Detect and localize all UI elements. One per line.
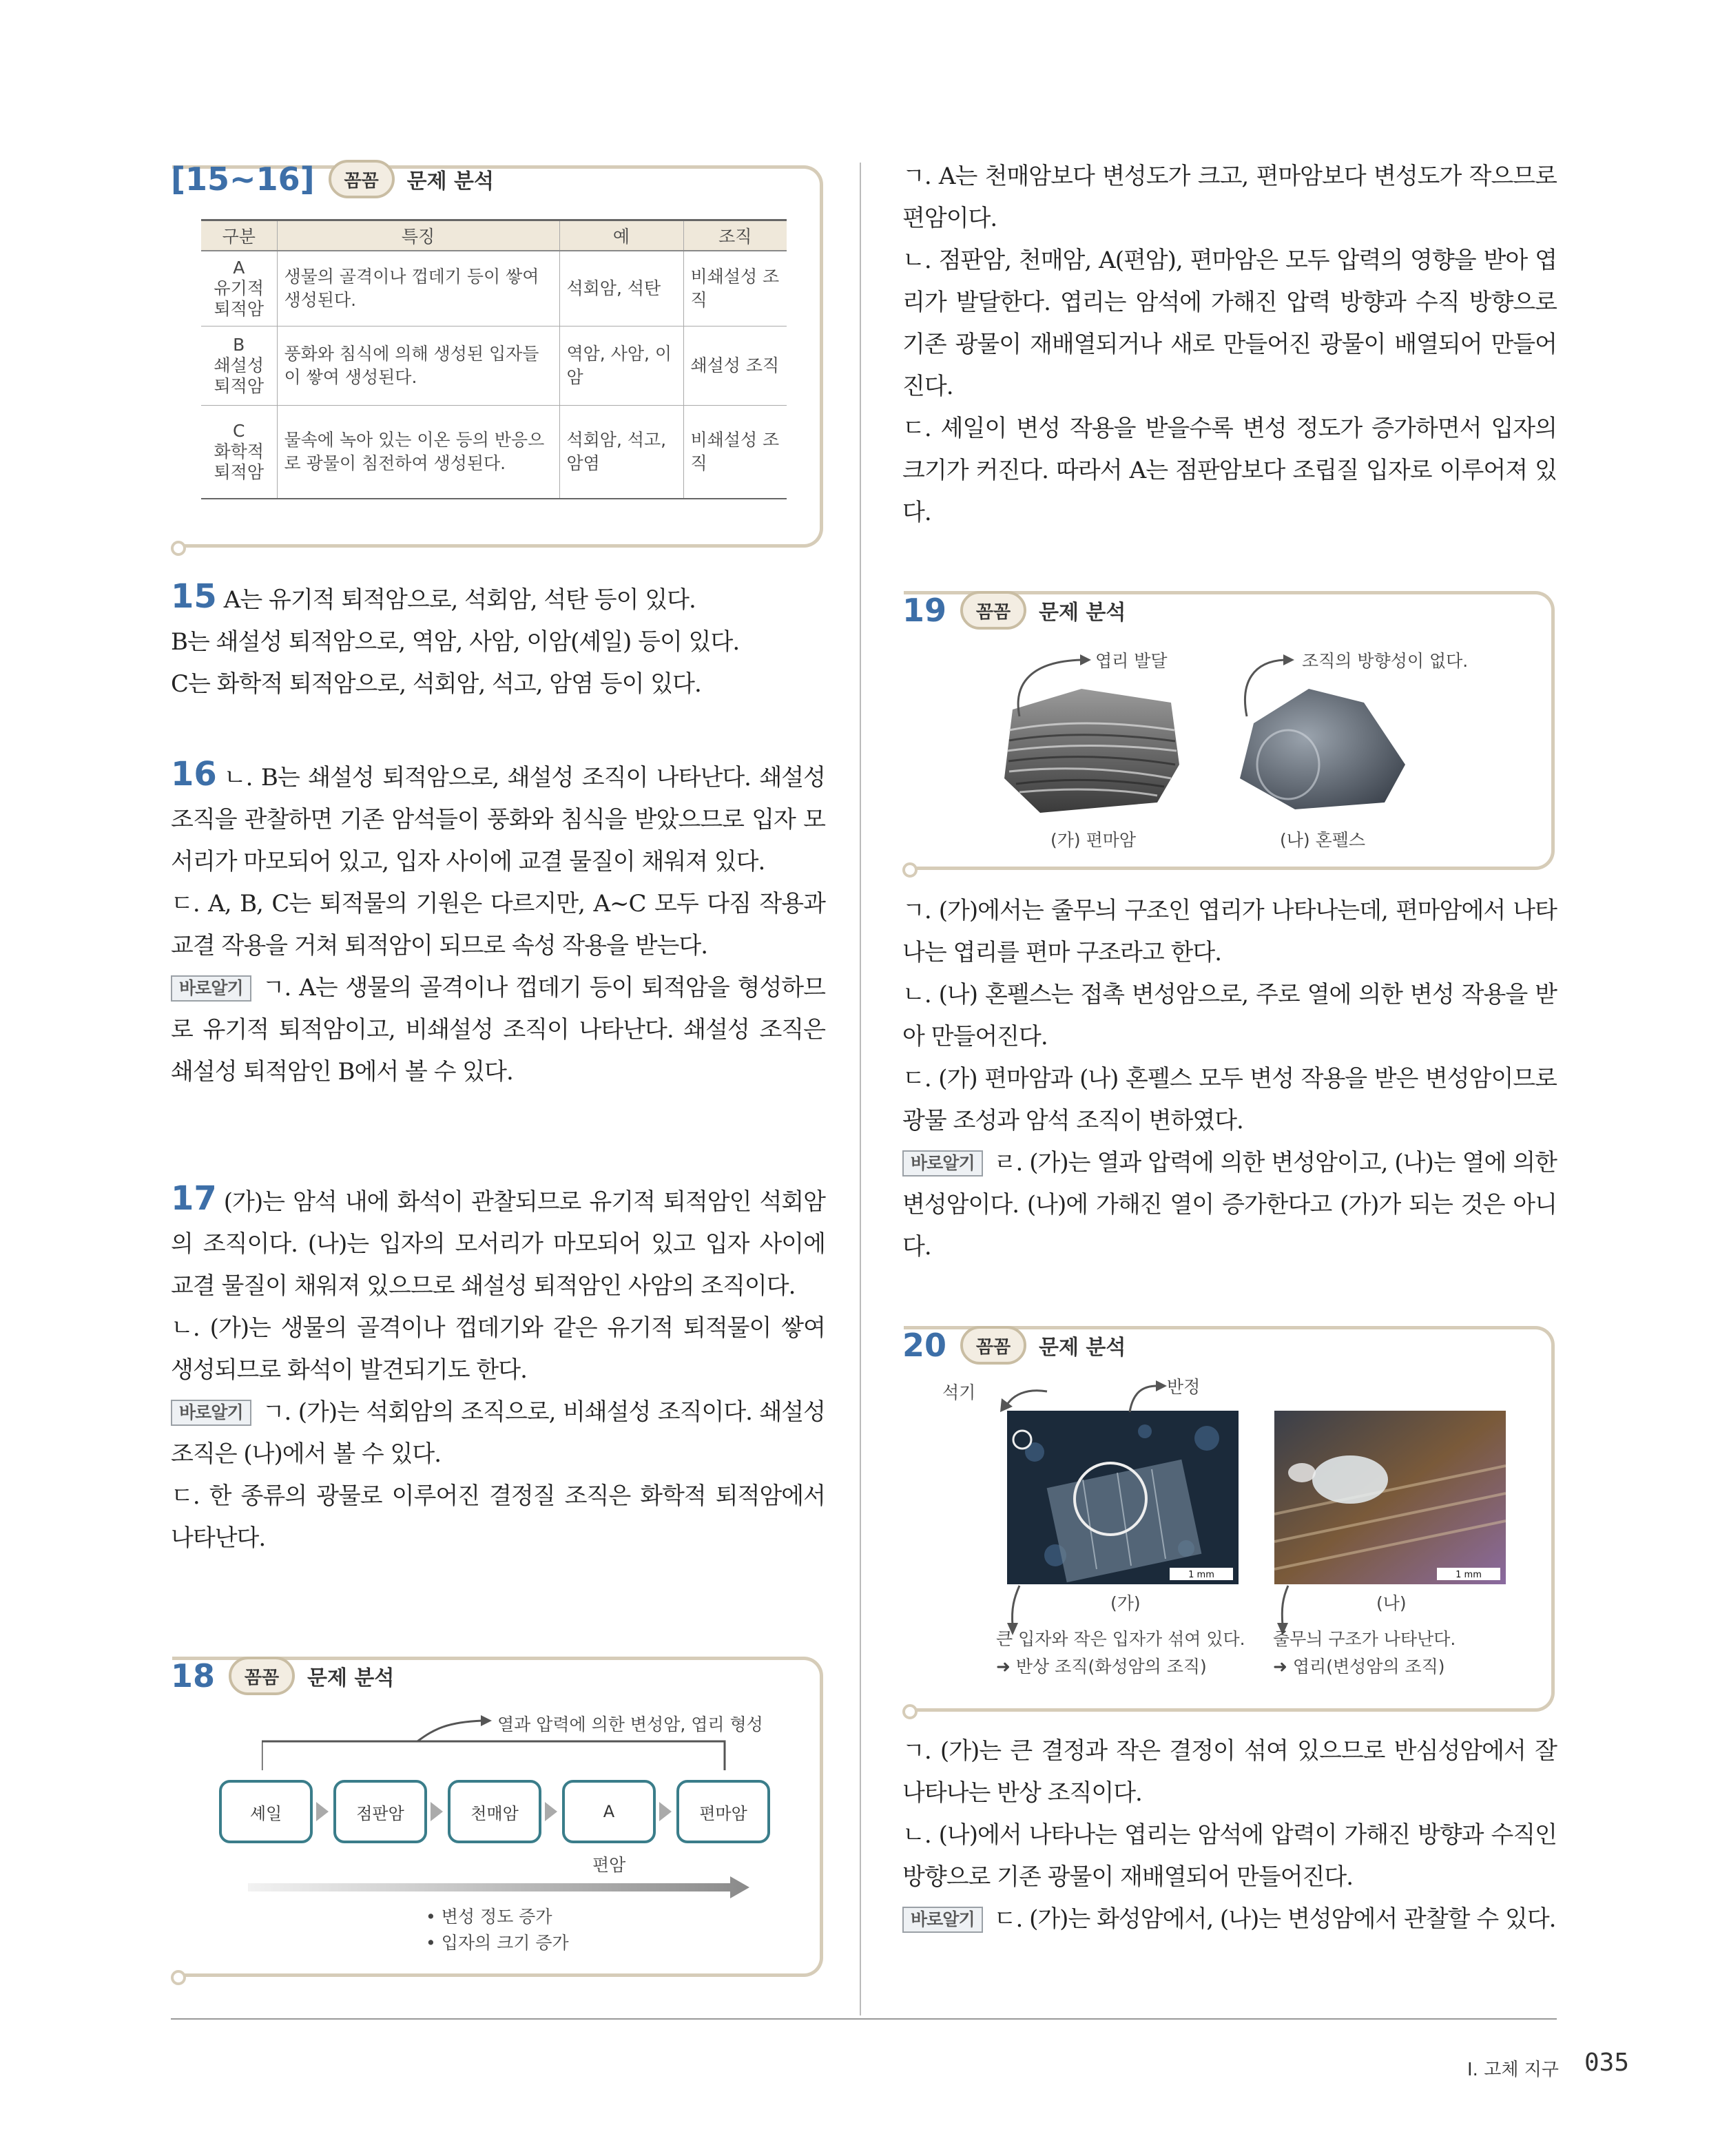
table-row: [201, 326, 787, 406]
correction-tag: 바로알기: [171, 975, 251, 1002]
table-row: [201, 406, 787, 499]
cell-category: C 화학적 퇴적암: [201, 406, 277, 499]
cell-category: B 쇄설성 퇴적암: [201, 326, 277, 406]
header-20: [902, 1326, 1126, 1365]
box-15-16-dot: [171, 541, 186, 556]
flow-top-label: 열과 압력에 의한 변성암, 엽리 형성: [497, 1714, 763, 1734]
footer-rule: [171, 2018, 1557, 2020]
cell-category: A 유기적 퇴적암: [201, 251, 277, 326]
header-title: 문제 분석: [1039, 601, 1126, 625]
cell-texture: 비쇄설성 조직: [683, 251, 787, 326]
fig20-caption-ga: (가): [1110, 1593, 1141, 1613]
fig20-desc-right: 줄무늬 구조가 나타난다. ➜ 엽리(변성암의 조직): [1273, 1629, 1456, 1677]
flow-arrow: [545, 1802, 557, 1821]
page-number: 035: [1584, 2049, 1630, 2077]
answer-19: ㄱ. (가)에서는 줄무늬 구조인 엽리가 나타나는데, 편마암에서 나타나는 엽리를 편마 구조라고 한다. ㄴ. (나) 혼펠스는 접촉 변성암으로, 주로 열에 의한 변성 작용을 받아 만들어진다. ㄷ. (가) 편마암과 (나) 혼펠스 모두 변성 작용을 받은 변성암이므로 광물 조성과 암석 조직이 변하였다. 바로알기 ㄹ. (가)는 열과 압력에 의한 변성암이고, (나)는 열에 의한 변성암이다. (나)에 가해진 열이 증가한다고 (가)가 되는 것은 아니다.: [902, 897, 1557, 1261]
fig20-arrows: [978, 1371, 1543, 1660]
cell-feature: 물속에 녹아 있는 이온 등의 반응으로 광물이 침전하여 생성된다.: [277, 406, 559, 499]
th-category: 구분: [201, 220, 277, 251]
pill-badge: 꼼꼼: [960, 1326, 1026, 1365]
column-divider: [860, 163, 861, 2015]
header-number: 19: [902, 592, 947, 629]
cell-feature: 풍화와 침식에 의해 생성된 입자들이 쌓여 생성된다.: [277, 326, 559, 406]
flow-node-slate: 점판암: [333, 1780, 427, 1843]
fig19-label-no-direction: 조직의 방향성이 없다.: [1302, 651, 1469, 671]
correction-tag: 바로알기: [171, 1400, 251, 1426]
box-20-dot: [902, 1704, 918, 1719]
scale-bar-label: 1 mm: [1188, 1570, 1214, 1580]
header-number: 20: [902, 1327, 947, 1364]
flow-node-shale: 셰일: [219, 1780, 313, 1843]
question-number: 15: [171, 577, 217, 616]
box-18-dot: [171, 1970, 186, 1985]
header-title: 문제 분석: [406, 169, 494, 194]
fig20-label-groundmass: 석기: [942, 1382, 976, 1402]
flow-node-phyllite: 천매암: [448, 1780, 541, 1843]
pill-badge: 꼼꼼: [960, 591, 1026, 630]
sedimentary-table: [201, 219, 787, 499]
increase-arrow: [248, 1874, 758, 1901]
pill-badge: 꼼꼼: [329, 160, 395, 198]
fig19-caption-gneiss: (가) 편마암: [1050, 830, 1137, 850]
th-texture: 조직: [683, 220, 787, 251]
flow-node-a: A: [562, 1780, 656, 1843]
cell-feature: 생물의 골격이나 껍데기 등이 쌓여 생성된다.: [277, 251, 559, 326]
fig19-caption-hornfels: (나) 혼펠스: [1280, 830, 1366, 850]
cell-example: 석회암, 석탄: [559, 251, 683, 326]
flow-arrow: [431, 1802, 443, 1821]
fig20-desc-left: 큰 입자와 작은 입자가 섞여 있다. ➜ 반상 조직(화성암의 조직): [996, 1629, 1245, 1677]
flow-node-gneiss: 편마암: [676, 1780, 770, 1843]
fig19-label-foliation: 엽리 발달: [1095, 651, 1168, 671]
answer-15: 15 A는 유기적 퇴적암으로, 석회암, 석탄 등이 있다. B는 쇄설성 퇴적암으로, 역암, 사암, 이암(셰일) 등이 있다. C는 화학적 퇴적암으로, 석회암, 석고, 암염 등이 있다.: [171, 577, 740, 698]
question-number: 17: [171, 1179, 217, 1218]
scale-bar-label: 1 mm: [1456, 1570, 1482, 1580]
table-row: [201, 251, 787, 326]
answer-18: ㄱ. A는 천매암보다 변성도가 크고, 편마암보다 변성도가 작으므로 편암이다. ㄴ. 점판암, 천매암, A(편암), 편마암은 모두 압력의 영향을 받아 엽리가 발달한다. 엽리는 암석에 가해진 압력 방향과 수직 방향으로 기존 광물이 재배열되거나 새로 만들어진 광물이 배열되어 만들어진다. ㄷ. 셰일이 변성 작용을 받을수록 변성 정도가 증가하면서 입자의 크기가 커진다. 따라서 A는 점판암보다 조립질 입자로 이루어져 있다.: [902, 163, 1557, 526]
flow-a-label: 편암: [592, 1855, 626, 1875]
th-feature: 특징: [277, 220, 559, 251]
th-example: 예: [559, 220, 683, 251]
cell-texture: 쇄설성 조직: [683, 326, 787, 406]
flow-arrow: [659, 1802, 672, 1821]
answer-17: 17 (가)는 암석 내에 화석이 관찰되므로 유기적 퇴적암인 석회암의 조직이다. (나)는 입자의 모서리가 마모되어 있고 입자 사이에 교결 물질이 채워져 있으므로 쇄설성 퇴적암인 사암의 조직이다. ㄴ. (가)는 생물의 골격이나 껍데기와 같은 유기적 퇴적물이 쌓여 생성되므로 화석이 발견되기도 한다. 바로알기 ㄱ. (가)는 석회암의 조직으로, 비쇄설성 조직이다. 쇄설성 조직은 (나)에서 볼 수 있다. ㄷ. 한 종류의 광물로 이루어진 결정질 조직은 화학적 퇴적암에서 나타난다.: [171, 1179, 825, 1552]
header-18: [171, 1657, 394, 1695]
answer-16: 16 ㄴ. B는 쇄설성 퇴적암으로, 쇄설성 조직이 나타난다. 쇄설성 조직을 관찰하면 기존 암석들이 풍화와 침식을 받았으므로 입자 모서리가 마모되어 있고, 입자 사이에 교결 물질이 채워져 있다. ㄷ. A, B, C는 퇴적물의 기원은 다르지만, A~C 모두 다짐 작용과 교결 작용을 거쳐 퇴적암이 되므로 속성 작용을 받는다. 바로알기 ㄱ. A는 생물의 골격이나 껍데기 등이 퇴적암을 형성하므로 유기적 퇴적암이고, 비쇄설성 조직이 나타난다. 쇄설성 조직은 쇄설성 퇴적암인 B에서 볼 수 있다.: [171, 755, 825, 1086]
correction-tag: 바로알기: [902, 1907, 983, 1933]
pill-badge: 꼼꼼: [229, 1657, 295, 1695]
header-number: 18: [171, 1657, 216, 1694]
box-19-dot: [902, 862, 918, 878]
fig20-label-phenocryst: 반정: [1167, 1377, 1201, 1397]
flow-bullets: • 변성 정도 증가 • 입자의 크기 증가: [426, 1907, 569, 1953]
cell-texture: 비쇄설성 조직: [683, 406, 787, 499]
fig20-caption-na: (나): [1376, 1593, 1407, 1613]
header-title: 문제 분석: [307, 1666, 395, 1690]
correction-tag: 바로알기: [902, 1150, 983, 1177]
answer-20: ㄱ. (가)는 큰 결정과 작은 결정이 섞여 있으므로 반심성암에서 잘 나타나는 반상 조직이다. ㄴ. (나)에서 나타나는 엽리는 암석에 압력이 가해진 방향과 수직인 방향으로 기존 광물이 재배열되어 만들어진다. 바로알기 ㄷ. (가)는 화성암에서, (나)는 변성암에서 관찰할 수 있다.: [902, 1737, 1557, 1933]
header-15-16: [171, 160, 494, 198]
header-number: [15~16]: [171, 160, 315, 198]
header-title: 문제 분석: [1039, 1336, 1126, 1360]
footer-section: I. 고체 지구: [1467, 2060, 1559, 2080]
question-number: 16: [171, 755, 217, 794]
header-19: [902, 591, 1126, 630]
cell-example: 역암, 사암, 이암: [559, 326, 683, 406]
cell-example: 석회암, 석고, 암염: [559, 406, 683, 499]
flow-arrow: [316, 1802, 329, 1821]
